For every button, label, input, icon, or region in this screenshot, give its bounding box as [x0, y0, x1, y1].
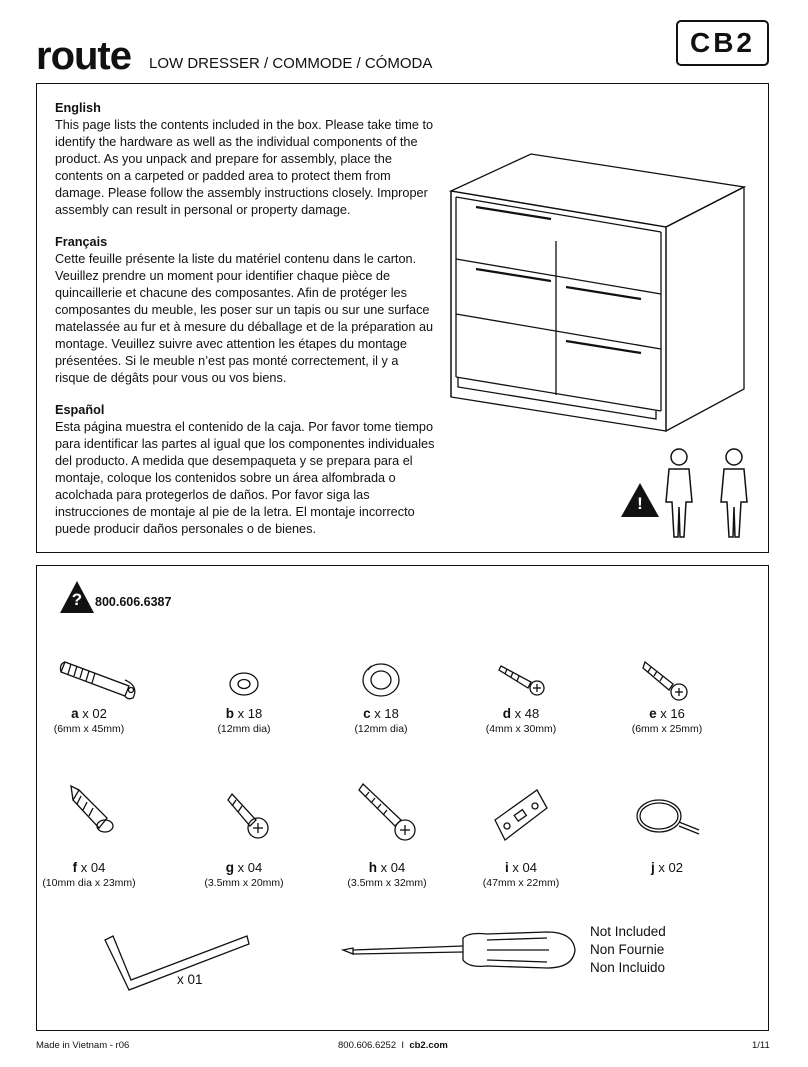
help-phone: 800.606.6387	[95, 595, 172, 609]
intro-text	[55, 100, 435, 553]
bracket-icon	[461, 780, 581, 860]
screw-icon	[327, 780, 447, 860]
part-e: e x 16 (6mm x 25mm)	[607, 656, 727, 735]
french-heading: Français	[55, 235, 108, 249]
part-c: c x 18 (12mm dia)	[321, 656, 441, 735]
product-title: LOW DRESSER / COMMODE / CÓMODA	[149, 55, 433, 72]
flat-washer-icon	[184, 656, 304, 706]
part-b: b x 18 (12mm dia)	[184, 656, 304, 735]
warning-icon: !	[620, 482, 660, 518]
spanish-heading: Español	[55, 403, 105, 417]
part-h: h x 04 (3.5mm x 32mm)	[327, 780, 447, 889]
lock-washer-icon	[321, 656, 441, 706]
part-f: f x 04 (10mm dia x 23mm)	[29, 780, 149, 889]
screw-icon	[607, 656, 727, 706]
cable-tie-icon	[607, 780, 727, 860]
screw-icon	[184, 780, 304, 860]
part-j: j x 02	[607, 780, 727, 875]
spanish-body: Esta página muestra el contenido de la caja. Por favor tome tiempo para identificar las partes al igual que los componentes individuales del producto. A medida que desempaqueta y se prepara para el montaje, coloque los contenidos sobre un área alfombrada o acolchada para protegerlos de daños. Por favor siga las instrucciones de montaje al pie de la letra. El montaje incorrecto puede producir daños personales o de bienes.	[55, 420, 435, 536]
cb2-logo: CB2	[676, 20, 769, 66]
brand-name: route	[36, 34, 131, 78]
not-included-note: Not Included Non Fournie Non Incluido	[590, 924, 666, 975]
part-g: g x 04 (3.5mm x 20mm)	[184, 780, 304, 889]
part-a: a x 02 (6mm x 45mm)	[29, 656, 149, 735]
footer-contact: 800.606.6252 I cb2.com	[338, 1040, 448, 1051]
hardware-panel	[36, 565, 769, 1031]
help-icon: ?	[59, 580, 95, 614]
part-i: i x 04 (47mm x 22mm)	[461, 780, 581, 889]
page-number: 1/11	[752, 1040, 770, 1051]
intro-panel	[36, 83, 769, 553]
english-heading: English	[55, 101, 101, 115]
allen-key-qty: x 01	[177, 972, 203, 987]
bolt-icon	[29, 656, 149, 706]
screwdriver-icon	[337, 924, 582, 984]
english-body: This page lists the contents included in the box. Please take time to identify the hardware as well as the individual components of the product. As you unpack and prepare for assembly, place the contents on a carpeted or padded area to protect them from damage. Please follow the assembly instructions closely. Improper assembly can result in personal or property damage.	[55, 118, 434, 217]
allen-key-icon	[95, 932, 255, 1002]
footer-made-in: Made in Vietnam - r06	[36, 1040, 130, 1051]
screw-icon	[461, 656, 581, 706]
part-d: d x 48 (4mm x 30mm)	[461, 656, 581, 735]
dresser-illustration	[446, 149, 746, 439]
anchor-icon	[29, 780, 149, 860]
french-body: Cette feuille présente la liste du matériel contenu dans le carton. Veuillez prendre un moment pour identifier chaque pièce de quincaillerie et chacune des composantes. Afin de protéger les composantes du meuble, les poser sur un tapis ou sur une surface matelassée au fur et à mesure du déballage et de la préparation au montage. Veuillez suivre avec attention les étapes du montage présentées. Si le meuble n’est pas monté correctement, il y a risque de dégâts pour vous ou vos biens.	[55, 252, 434, 385]
